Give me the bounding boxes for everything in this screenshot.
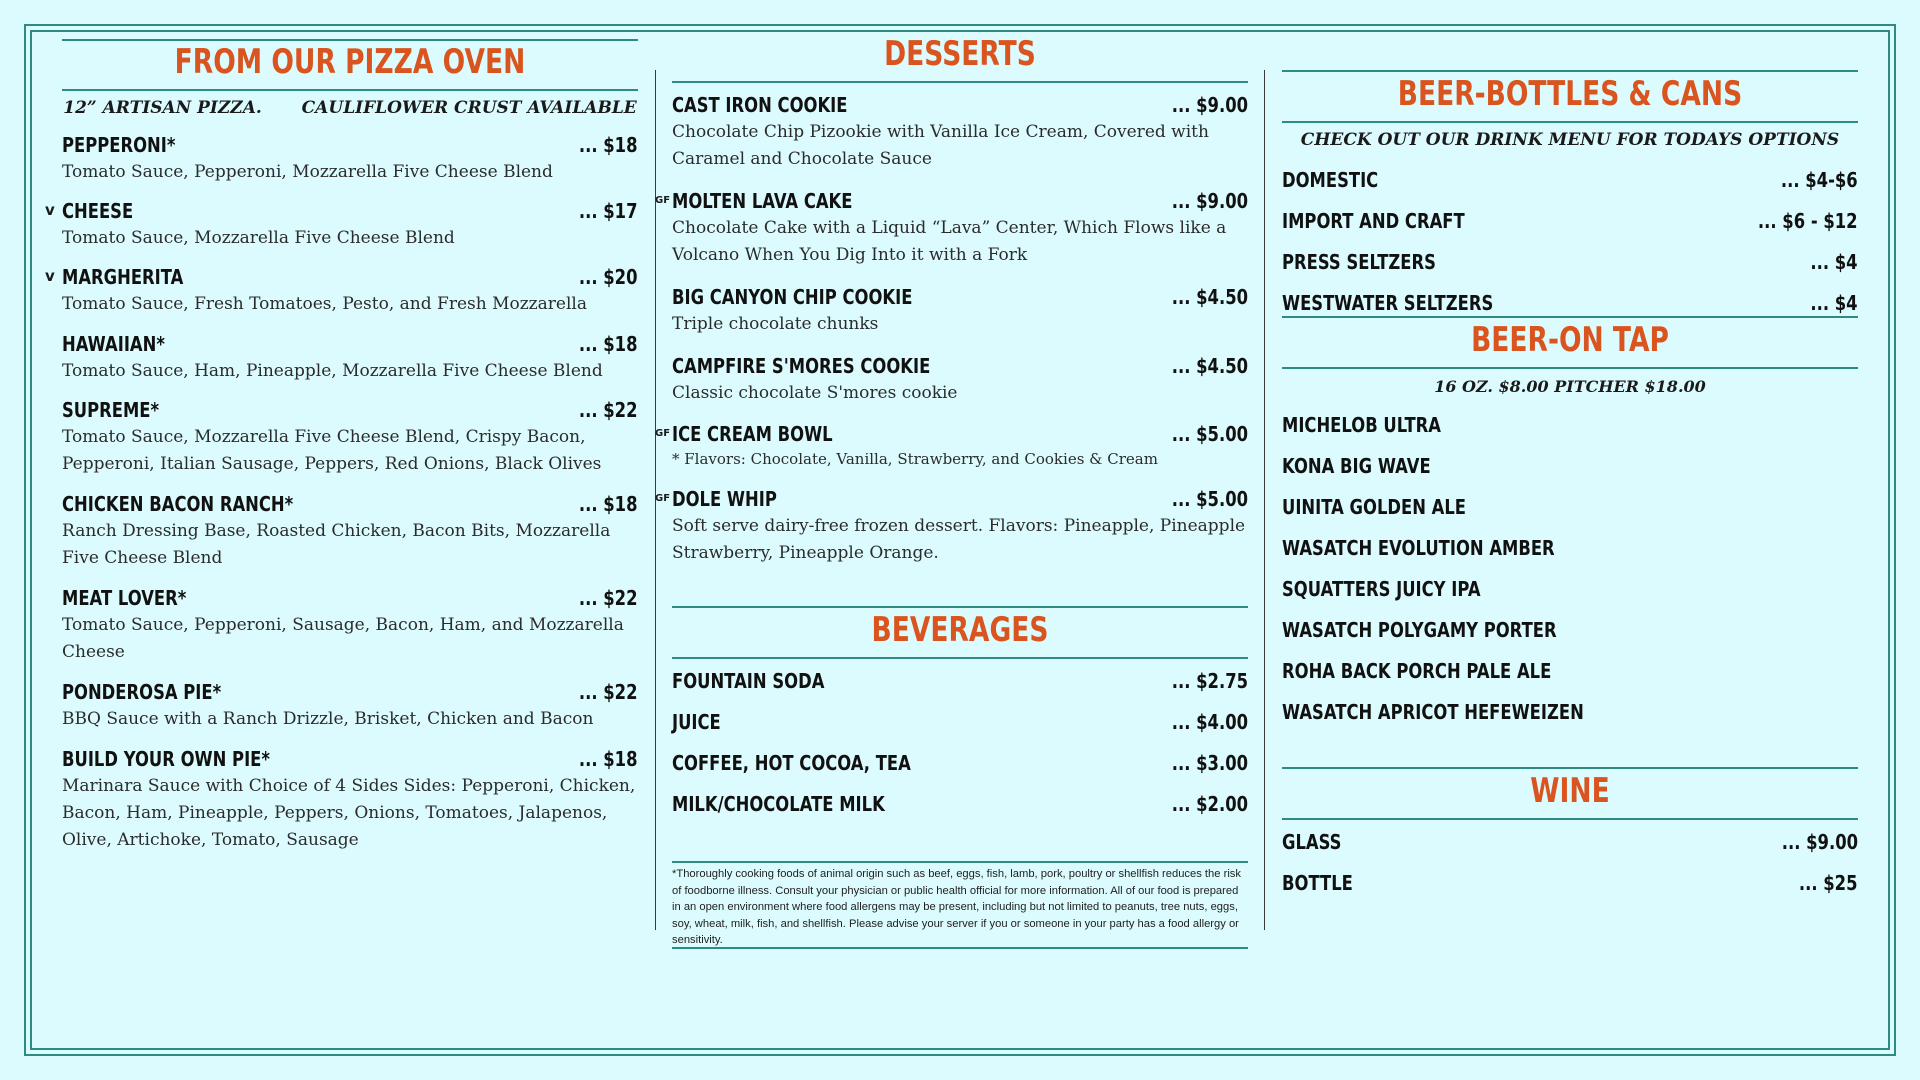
menu-item <box>62 133 638 186</box>
item-description: Ranch Dressing Base, Roasted Chicken, Bacon Bits, Mozzarella Five Cheese Blend <box>62 521 611 568</box>
item-name: IMPORT AND CRAFT <box>1282 209 1465 233</box>
item-price: ... $18 <box>579 332 638 356</box>
item-name: PRESS SELTZERS <box>1282 250 1436 274</box>
item-price: ... $22 <box>579 586 638 610</box>
menu-item <box>1282 209 1858 233</box>
menu-item <box>672 792 1248 816</box>
item-description: Chocolate Chip Pizookie with Vanilla Ice Cream, Covered with Caramel and Chocolate Sauce <box>672 122 1209 169</box>
menu-item <box>655 487 1248 567</box>
vegetarian-mark: v <box>45 201 55 219</box>
pizza-size-note: 12” ARTISAN PIZZA. <box>63 98 262 118</box>
menu-item <box>62 747 638 854</box>
divider-rule <box>62 89 638 91</box>
divider-rule <box>672 81 1248 83</box>
item-name: JUICE <box>672 710 721 734</box>
item-description: Chocolate Cake with a Liquid “Lava” Center, Which Flows like a Volcano When You Dig Into it with a Fork <box>672 218 1227 265</box>
menu-item <box>62 492 638 572</box>
item-name: MICHELOB ULTRA <box>1282 413 1441 437</box>
item-description: Tomato Sauce, Fresh Tomatoes, Pesto, and Fresh Mozzarella <box>62 294 587 314</box>
divider-rule <box>1282 367 1858 369</box>
item-description: Classic chocolate S'mores cookie <box>672 383 958 403</box>
menu-item <box>672 751 1248 775</box>
column-divider <box>1264 70 1265 930</box>
item-name: DOMESTIC <box>1282 168 1379 192</box>
item-name: MILK/CHOCOLATE MILK <box>672 792 885 816</box>
item-price: ... $20 <box>579 265 638 289</box>
divider-rule <box>672 861 1248 863</box>
item-name: WASATCH POLYGAMY PORTER <box>1282 618 1557 642</box>
menu-item <box>45 199 638 252</box>
cauliflower-note: CAULIFLOWER CRUST AVAILABLE <box>301 98 637 118</box>
item-name: WASATCH APRICOT HEFEWEIZEN <box>1282 700 1584 724</box>
item-price: ... $25 <box>1799 871 1858 895</box>
tap-beer-item <box>1282 659 1610 683</box>
tap-beer-item <box>1282 700 1650 724</box>
divider-rule <box>672 657 1248 659</box>
item-price: ... $18 <box>579 747 638 771</box>
item-name: WESTWATER SELTZERS <box>1282 291 1494 315</box>
item-price: ... $18 <box>579 133 638 157</box>
divider-rule <box>672 30 1248 32</box>
item-name: BOTTLE <box>1282 871 1353 895</box>
drink-menu-note: CHECK OUT OUR DRINK MENU FOR TODAYS OPTIONS <box>1300 130 1840 150</box>
item-name: CAMPFIRE S'MORES COOKIE <box>672 354 931 378</box>
menu-item <box>1282 291 1858 315</box>
item-price: ... $5.00 <box>1171 422 1248 446</box>
tap-pricing-note: 16 OZ. $8.00 PITCHER $18.00 <box>1434 377 1706 396</box>
item-name: PONDEROSA PIE* <box>62 680 222 704</box>
menu-item <box>1282 250 1858 274</box>
menu-item <box>672 93 1248 173</box>
item-name: KONA BIG WAVE <box>1282 454 1431 478</box>
menu-item <box>672 669 1248 693</box>
item-description: Marinara Sauce with Choice of 4 Sides Sides: Pepperoni, Chicken, Bacon, Ham, Pineapple, Peppers, Onions, Tomatoes, Jalapenos, Olive, Artichoke, Tomato, Sausage <box>62 776 636 850</box>
item-description: Tomato Sauce, Mozzarella Five Cheese Blend, Crispy Bacon, Pepperoni, Italian Sausage, Peppers, Red Onions, Black Olives <box>62 427 602 474</box>
item-name: FOUNTAIN SODA <box>672 669 825 693</box>
tap-beer-item <box>1282 577 1524 601</box>
item-price: ... $9.00 <box>1171 189 1248 213</box>
item-name: CAST IRON COOKIE <box>672 93 848 117</box>
menu-item <box>672 285 1248 338</box>
item-name: COFFEE, HOT COCOA, TEA <box>672 751 911 775</box>
item-price: ... $3.00 <box>1171 751 1248 775</box>
item-price: ... $5.00 <box>1171 487 1248 511</box>
divider-rule <box>672 606 1248 608</box>
divider-rule <box>1282 818 1858 820</box>
item-name: BUILD YOUR OWN PIE* <box>62 747 270 771</box>
item-price: ... $6 - $12 <box>1758 209 1858 233</box>
section-heading-desserts: DESSERTS <box>884 34 1036 74</box>
item-name: CHICKEN BACON RANCH* <box>62 492 294 516</box>
tap-beer-item <box>1282 454 1463 478</box>
item-name: GLASS <box>1282 830 1342 854</box>
vegetarian-mark: v <box>45 267 55 285</box>
divider-rule <box>1282 316 1858 318</box>
item-price: ... $4.00 <box>1171 710 1248 734</box>
item-description: BBQ Sauce with a Ranch Drizzle, Brisket, Chicken and Bacon <box>62 709 594 729</box>
divider-rule <box>62 39 638 41</box>
section-heading-beverages: BEVERAGES <box>871 610 1049 650</box>
menu-item <box>672 710 1248 734</box>
menu-item <box>45 265 638 318</box>
item-price: ... $22 <box>579 680 638 704</box>
section-heading-beer-bottles: BEER-BOTTLES & CANS <box>1397 74 1743 114</box>
menu-item <box>1282 871 1858 895</box>
gluten-free-mark: GF <box>655 428 671 439</box>
item-description: Tomato Sauce, Ham, Pineapple, Mozzarella Five Cheese Blend <box>62 361 603 381</box>
divider-rule <box>1282 121 1858 123</box>
divider-rule <box>1282 767 1858 769</box>
item-price: ... $4 <box>1810 250 1858 274</box>
section-heading-beer-tap: BEER-ON TAP <box>1471 320 1669 360</box>
menu-item <box>62 398 638 478</box>
item-name: CHEESE <box>62 199 134 223</box>
item-price: ... $4 <box>1810 291 1858 315</box>
item-price: ... $2.00 <box>1171 792 1248 816</box>
item-description: Tomato Sauce, Mozzarella Five Cheese Blend <box>62 228 455 248</box>
tap-beer-item <box>1282 618 1617 642</box>
section-heading-pizza: FROM OUR PIZZA OVEN <box>174 42 526 82</box>
divider-rule <box>672 947 1248 949</box>
gluten-free-mark: GF <box>655 195 671 206</box>
divider-rule <box>1282 70 1858 72</box>
item-price: ... $22 <box>579 398 638 422</box>
item-name: PEPPERONI* <box>62 133 176 157</box>
item-price: ... $4.50 <box>1171 285 1248 309</box>
item-name: BIG CANYON CHIP COOKIE <box>672 285 913 309</box>
menu-item <box>62 332 638 385</box>
item-description: Tomato Sauce, Pepperoni, Sausage, Bacon, Ham, and Mozzarella Cheese <box>62 615 624 662</box>
item-description: Triple chocolate chunks <box>672 314 879 334</box>
tap-beer-item <box>1282 413 1476 437</box>
item-price: ... $4-$6 <box>1781 168 1858 192</box>
item-price: ... $2.75 <box>1171 669 1248 693</box>
item-price: ... $9.00 <box>1781 830 1858 854</box>
item-name: MARGHERITA <box>62 265 184 289</box>
menu-item <box>1282 830 1858 854</box>
menu-item <box>62 680 638 733</box>
menu-item <box>1282 168 1858 192</box>
gluten-free-mark: GF <box>655 493 671 504</box>
menu-item <box>655 422 1248 468</box>
item-name: ICE CREAM BOWL <box>672 422 833 446</box>
menu-item <box>655 189 1248 269</box>
item-name: SQUATTERS JUICY IPA <box>1282 577 1481 601</box>
menu-item <box>62 586 638 666</box>
allergen-disclaimer: *Thoroughly cooking foods of animal origin such as beef, eggs, fish, lamb, pork, poultry or shellfish reduces the risk of foodborne illness. Consult your physician or public health official for more information. All of our food is prepared in an open environment where food allergens may be present, including but not limited to peanuts, tree nuts, eggs, soy, wheat, milk, fish, and shellfish. Please advise your server if you or someone in your party has a food allergy or sensitivity. <box>672 868 1241 946</box>
item-price: ... $17 <box>579 199 638 223</box>
item-description: Soft serve dairy-free frozen dessert. Flavors: Pineapple, Pineapple Strawberry, Pineapple Orange. <box>672 516 1246 563</box>
item-price: ... $9.00 <box>1171 93 1248 117</box>
tap-beer-item <box>1282 495 1506 519</box>
item-note: * Flavors: Chocolate, Vanilla, Strawberry, and Cookies & Cream <box>672 450 1158 468</box>
item-name: MEAT LOVER* <box>62 586 187 610</box>
item-name: WASATCH EVOLUTION AMBER <box>1282 536 1555 560</box>
item-name: SUPREME* <box>62 398 160 422</box>
item-description: Tomato Sauce, Pepperoni, Mozzarella Five Cheese Blend <box>62 162 553 182</box>
item-name: DOLE WHIP <box>672 487 777 511</box>
menu-item <box>672 354 1248 407</box>
section-heading-wine: WINE <box>1530 771 1610 811</box>
item-price: ... $18 <box>579 492 638 516</box>
item-price: ... $4.50 <box>1171 354 1248 378</box>
item-name: HAWAIIAN* <box>62 332 165 356</box>
pizza-subline <box>62 98 638 118</box>
tap-beer-item <box>1282 536 1615 560</box>
item-name: UINITA GOLDEN ALE <box>1282 495 1467 519</box>
item-name: MOLTEN LAVA CAKE <box>672 189 853 213</box>
item-name: ROHA BACK PORCH PALE ALE <box>1282 659 1552 683</box>
